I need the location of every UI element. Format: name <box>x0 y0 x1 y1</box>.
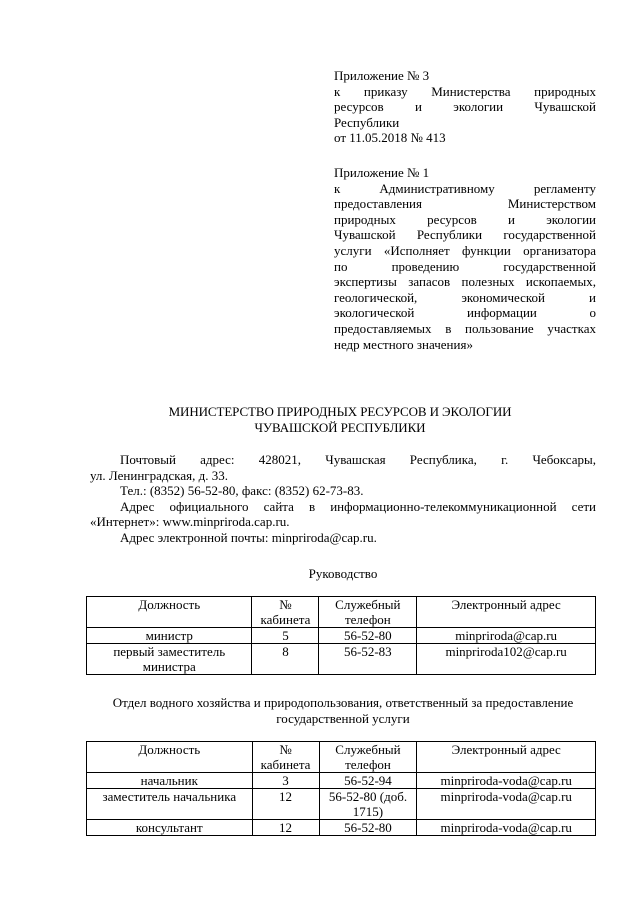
position-cell: начальник <box>87 773 253 789</box>
column-header: Служебный телефон <box>319 742 417 773</box>
water-dept-table <box>86 741 596 836</box>
ministry-title-line-1: МИНИСТЕРСТВО ПРИРОДНЫХ РЕСУРСОВ И ЭКОЛОГИИ <box>168 404 512 419</box>
phone-fax: Тел.: (8352) 56-52-80, факс: (8352) 62-73-83. <box>120 483 364 499</box>
annex-1-line: предоставляемых в пользование участках <box>334 320 596 336</box>
table-row <box>87 789 596 820</box>
column-header: Должность <box>87 742 253 773</box>
email-cell: minpriroda-voda@cap.ru <box>417 820 596 836</box>
annex-3-date: от 11.05.2018 № 413 <box>334 130 446 146</box>
postal-address-cont: ул. Ленинградская, д. 33. <box>90 467 229 483</box>
table-header-row <box>87 742 596 773</box>
annex-1-line: экспертизы запасов полезных ископаемых, <box>334 274 596 290</box>
position-cell: заместитель начальника <box>87 789 253 820</box>
phone-cell: 56-52-80 <box>319 628 417 644</box>
annex-3-title: Приложение № 3 <box>334 68 430 83</box>
website-address-cont: «Интернет»: www.minpriroda.cap.ru. <box>90 514 290 530</box>
annex-1-line: экологической информации о <box>334 305 596 321</box>
website-address: Адрес официального сайта в информационно-телекоммуникационной сети <box>120 498 596 514</box>
column-header: № кабинета <box>252 742 319 773</box>
water-dept-heading <box>90 695 596 726</box>
annex-1-line: Чувашской Республики государственной <box>334 227 596 243</box>
phone-cell: 56-52-94 <box>319 773 417 789</box>
room-cell: 8 <box>252 644 319 675</box>
annex-1-line: предоставления Министерством <box>334 196 596 212</box>
annex-1-line: по проведению государственной <box>334 258 596 274</box>
room-cell: 12 <box>252 789 319 820</box>
position-cell: первый заместитель министра <box>87 644 252 675</box>
position-cell: министр <box>87 628 252 644</box>
room-cell: 3 <box>252 773 319 789</box>
column-header: Должность <box>87 597 252 628</box>
column-header: Служебный телефон <box>319 597 417 628</box>
column-header: Электронный адрес <box>417 597 596 628</box>
email-address: Адрес электронной почты: minpriroda@cap.ru. <box>120 529 377 545</box>
water-dept-heading-line-2: государственной услуги <box>276 710 410 726</box>
phone-cell: 56-52-83 <box>319 644 417 675</box>
leadership-table <box>86 596 596 675</box>
annex-3-line: ресурсов и экологии Чувашской <box>334 99 596 115</box>
phone-cell: 56-52-80 (доб. 1715) <box>319 789 417 820</box>
postal-address: Почтовый адрес: 428021, Чувашская Республика, г. Чебоксары, <box>120 452 596 467</box>
annex-1-title: Приложение № 1 <box>334 165 430 180</box>
room-cell: 5 <box>252 628 319 644</box>
column-header: № кабинета <box>252 597 319 628</box>
table-row <box>87 773 596 789</box>
table-row <box>87 644 596 675</box>
table-row <box>87 820 596 836</box>
annex-1-line: геологической, экономической и <box>334 289 596 305</box>
phone-cell: 56-52-80 <box>319 820 417 836</box>
room-cell: 12 <box>252 820 319 836</box>
annex-3-line: к приказу Министерства природных <box>334 83 596 99</box>
annex-1-line: услуги «Исполняет функции организатора <box>334 242 596 258</box>
email-cell: minpriroda102@cap.ru <box>417 644 596 675</box>
leadership-heading: Руководство <box>308 566 378 581</box>
email-cell: minpriroda-voda@cap.ru <box>417 789 596 820</box>
ministry-title <box>90 404 590 435</box>
annex-1-line: к Административному регламенту <box>334 180 596 196</box>
annex-3-block <box>334 68 596 146</box>
annex-3-line: Республики <box>334 114 400 130</box>
table-row <box>87 628 596 644</box>
column-header: Электронный адрес <box>417 742 596 773</box>
ministry-title-line-2: ЧУВАШСКОЙ РЕСПУБЛИКИ <box>254 419 426 435</box>
water-dept-heading-line-1: Отдел водного хозяйства и природопользования, ответственный за предоставление <box>112 695 574 710</box>
email-cell: minpriroda-voda@cap.ru <box>417 773 596 789</box>
position-cell: консультант <box>87 820 253 836</box>
annex-1-line: недр местного значения» <box>334 336 473 352</box>
table-header-row <box>87 597 596 628</box>
annex-1-line: природных ресурсов и экологии <box>334 211 596 227</box>
contact-info <box>90 452 596 546</box>
annex-1-block <box>334 165 596 352</box>
email-cell: minpriroda@cap.ru <box>417 628 596 644</box>
